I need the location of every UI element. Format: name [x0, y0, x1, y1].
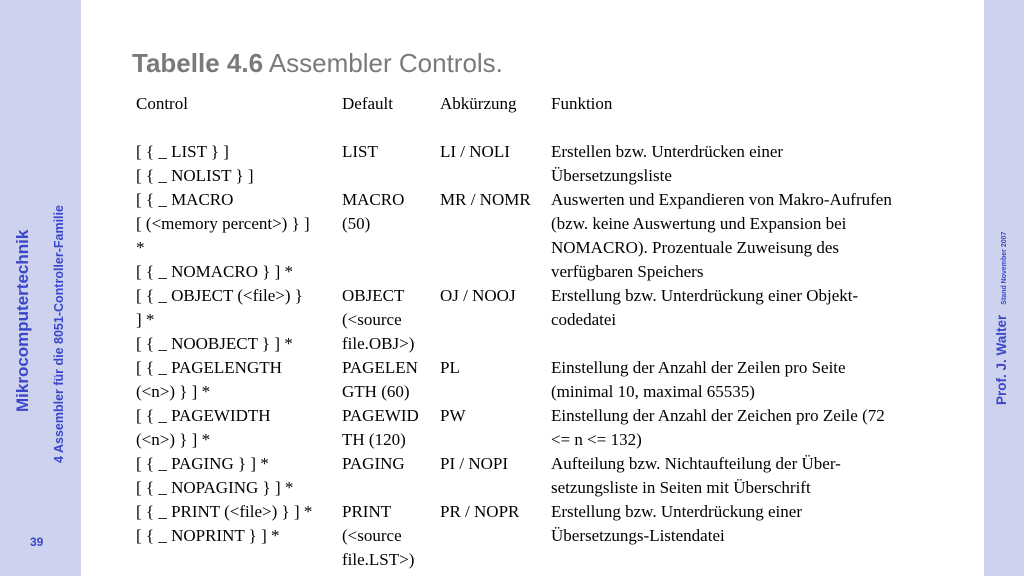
control-cell: [136, 140, 342, 188]
default-cell: [342, 500, 440, 572]
default-cell: [342, 284, 440, 356]
table-header-row: [136, 92, 962, 122]
default-cell-line: (<source: [342, 526, 402, 545]
function-cell-line: <= n <= 132): [551, 430, 642, 449]
default-cell-line: PAGING: [342, 454, 405, 473]
stand-date: Stand November 2007: [1001, 231, 1008, 305]
control-cell-line: *: [136, 238, 145, 257]
control-cell-line: (<n>) } ] *: [136, 430, 211, 449]
function-cell-line: Übersetzungsliste: [551, 166, 672, 185]
abbreviation-cell-line: MR / NOMR: [440, 190, 531, 209]
table-row: [136, 356, 962, 404]
function-cell: [551, 404, 962, 452]
control-cell: [136, 500, 342, 572]
function-cell-line: Erstellung bzw. Unterdrückung einer: [551, 502, 802, 521]
default-cell-line: PAGELEN: [342, 358, 418, 377]
default-cell: [342, 188, 440, 284]
control-cell-line: [ { _ NOPRINT } ] *: [136, 526, 280, 545]
control-cell-line: (<n>) } ] *: [136, 382, 211, 401]
abbreviation-cell: [440, 404, 551, 452]
default-cell: [342, 404, 440, 452]
default-cell-line: file.LST>): [342, 550, 415, 569]
default-cell: [342, 356, 440, 404]
abbreviation-cell-line: OJ / NOOJ: [440, 286, 516, 305]
table-row: [136, 140, 962, 188]
abbreviation-cell: [440, 284, 551, 356]
function-cell: [551, 452, 962, 500]
function-cell-line: Auswerten und Expandieren von Makro-Aufrufen: [551, 190, 892, 209]
function-cell: [551, 500, 962, 572]
abbreviation-cell-line: PI / NOPI: [440, 454, 509, 473]
function-cell: [551, 140, 962, 188]
default-cell-line: GTH (60): [342, 382, 410, 401]
function-cell-line: (bzw. keine Auswertung und Expansion bei: [551, 214, 847, 233]
control-cell-line: [ { _ NOPAGING } ] *: [136, 478, 294, 497]
control-cell: [136, 356, 342, 404]
control-cell-line: [ { _ LIST } ]: [136, 142, 229, 161]
function-cell-line: (minimal 10, maximal 65535): [551, 382, 755, 401]
function-cell-line: codedatei: [551, 310, 617, 329]
title-text: Assembler Controls.: [268, 48, 503, 78]
function-cell-line: Erstellen bzw. Unterdrücken einer: [551, 142, 784, 161]
assembler-controls-table: [136, 92, 962, 572]
slide-number: 39: [30, 535, 44, 549]
abbreviation-cell-line: LI / NOLI: [440, 142, 510, 161]
header-function: Funktion: [551, 94, 613, 113]
abbreviation-cell-line: PL: [440, 358, 460, 377]
function-cell-line: Übersetzungs-Listendatei: [551, 526, 725, 545]
table-body: [136, 122, 962, 572]
function-cell-line: NOMACRO). Prozentuale Zuweisung des: [551, 238, 840, 257]
default-cell-line: (50): [342, 214, 371, 233]
function-cell-line: setzungsliste in Seiten mit Überschrift: [551, 478, 811, 497]
function-cell: [551, 188, 962, 284]
abbreviation-cell: [440, 356, 551, 404]
function-cell-line: Einstellung der Anzahl der Zeichen pro Zeile (72: [551, 406, 885, 425]
author-name: Prof. J. Walter: [994, 314, 1009, 405]
abbreviation-cell: [440, 452, 551, 500]
function-cell: [551, 284, 962, 356]
default-cell-line: TH (120): [342, 430, 406, 449]
control-cell-line: [ (<memory percent>) } ]: [136, 214, 310, 233]
table-spacer: [136, 122, 962, 140]
table-row: [136, 188, 962, 284]
table-row: [136, 404, 962, 452]
author-label: [994, 232, 1009, 405]
function-cell-line: verfügbaren Speichers: [551, 262, 704, 281]
table-row: [136, 500, 962, 572]
control-cell-line: [ { _ PAGELENGTH: [136, 358, 282, 377]
default-cell: [342, 452, 440, 500]
control-cell-line: [ { _ PAGING } ] *: [136, 454, 269, 473]
control-cell-line: [ { _ MACRO: [136, 190, 234, 209]
header-control: Control: [136, 94, 188, 113]
page-title: [132, 48, 503, 79]
table-row: [136, 452, 962, 500]
header-default: Default: [342, 94, 393, 113]
function-cell-line: Erstellung bzw. Unterdrückung einer Objekt-: [551, 286, 859, 305]
function-cell-line: Einstellung der Anzahl der Zeilen pro Seite: [551, 358, 846, 377]
default-cell-line: LIST: [342, 142, 378, 161]
default-cell-line: (<source: [342, 310, 402, 329]
function-cell: [551, 356, 962, 404]
default-cell-line: file.OBJ>): [342, 334, 415, 353]
abbreviation-cell-line: PR / NOPR: [440, 502, 520, 521]
title-number: Tabelle 4.6: [132, 48, 264, 78]
header-abbreviation: Abkürzung: [440, 94, 517, 113]
function-cell-line: Aufteilung bzw. Nichtaufteilung der Über-: [551, 454, 841, 473]
control-cell: [136, 284, 342, 356]
default-cell-line: PAGEWID: [342, 406, 419, 425]
control-cell-line: [ { _ NOOBJECT } ] *: [136, 334, 293, 353]
abbreviation-cell-line: PW: [440, 406, 466, 425]
abbreviation-cell: [440, 140, 551, 188]
default-cell-line: OBJECT: [342, 286, 405, 305]
default-cell-line: MACRO: [342, 190, 405, 209]
abbreviation-cell: [440, 500, 551, 572]
table-row: [136, 284, 962, 356]
abbreviation-cell: [440, 188, 551, 284]
control-cell-line: [ { _ NOMACRO } ] *: [136, 262, 294, 281]
control-cell: [136, 188, 342, 284]
control-cell: [136, 404, 342, 452]
course-title: Mikrocomputertechnik: [13, 229, 32, 412]
chapter-title: 4 Assembler für die 8051-Controller-Familie: [52, 205, 66, 463]
control-cell-line: [ { _ PRINT (<file>) } ] *: [136, 502, 313, 521]
control-cell-line: ] *: [136, 310, 155, 329]
control-cell-line: [ { _ OBJECT (<file>) }: [136, 286, 303, 305]
default-cell-line: PRINT: [342, 502, 392, 521]
control-cell-line: [ { _ PAGEWIDTH: [136, 406, 271, 425]
control-cell-line: [ { _ NOLIST } ]: [136, 166, 254, 185]
control-cell: [136, 452, 342, 500]
default-cell: [342, 140, 440, 188]
